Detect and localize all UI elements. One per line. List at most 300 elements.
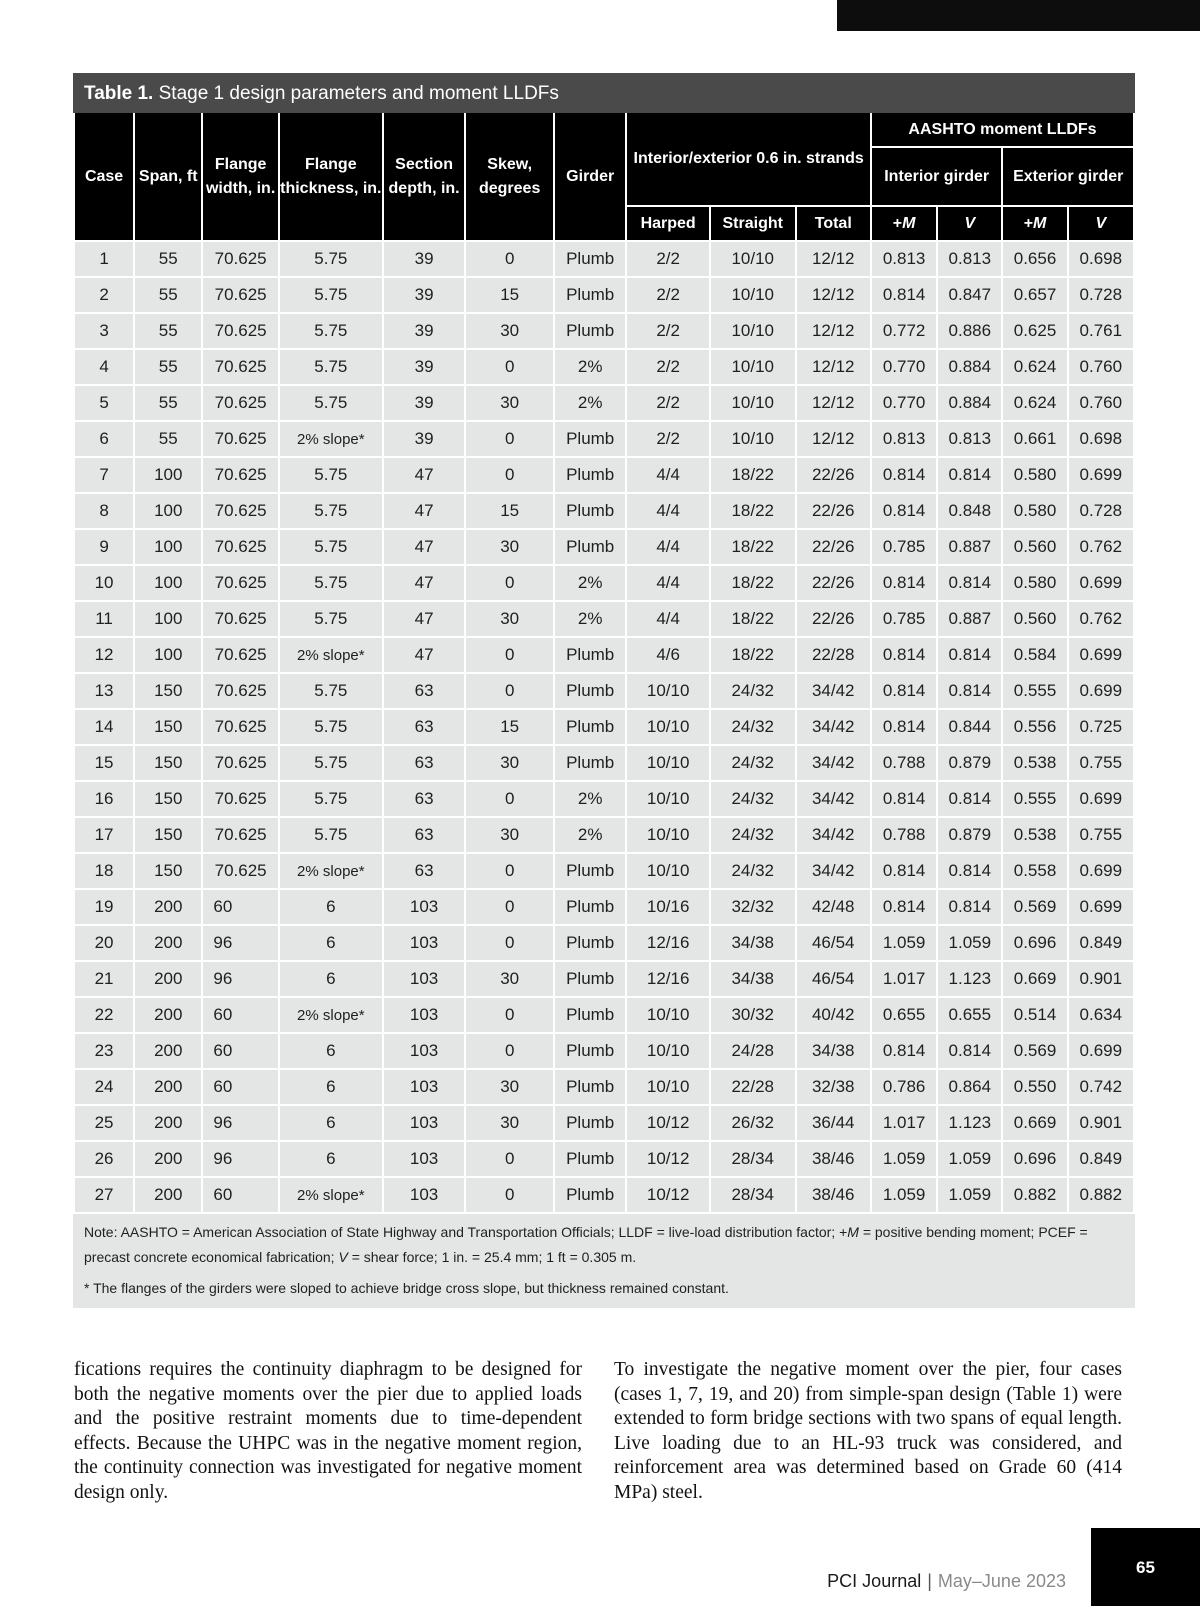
table-cell: 0.772 — [871, 313, 937, 349]
table-cell: 0.661 — [1002, 421, 1067, 457]
table-cell: 0.882 — [1068, 1177, 1134, 1213]
header-flange-thickness: Flange thickness, in. — [279, 113, 383, 241]
table-cell: 0.884 — [937, 385, 1002, 421]
table-cell: 22/28 — [710, 1069, 796, 1105]
table-cell: 10/10 — [626, 745, 710, 781]
table-cell: 0.699 — [1068, 889, 1134, 925]
table-cell: 42/48 — [796, 889, 871, 925]
table-cell: 2% slope* — [279, 997, 383, 1033]
table-cell: 6 — [279, 1033, 383, 1069]
table-cell: 18/22 — [710, 565, 796, 601]
table-cell: 0 — [465, 1141, 554, 1177]
table-cell: 0.901 — [1068, 961, 1134, 997]
table-cell: Plumb — [554, 925, 626, 961]
table-cell: 0 — [465, 925, 554, 961]
table-cell: 2% slope* — [279, 853, 383, 889]
table-cell: 0.580 — [1002, 565, 1067, 601]
table-cell: 0 — [465, 1177, 554, 1213]
table-cell: 70.625 — [202, 673, 278, 709]
table-cell: 32/38 — [796, 1069, 871, 1105]
table-cell: 10/10 — [626, 817, 710, 853]
table-cell: 2/2 — [626, 277, 710, 313]
table-cell: 0.814 — [871, 853, 937, 889]
table-cell: 12/12 — [796, 421, 871, 457]
table-cell: 47 — [383, 529, 466, 565]
table-cell: 39 — [383, 349, 466, 385]
table-cell: 5.75 — [279, 277, 383, 313]
table-cell: 0.814 — [871, 565, 937, 601]
header-straight: Straight — [710, 206, 796, 241]
table-cell: 0.699 — [1068, 1033, 1134, 1069]
table-cell: 70.625 — [202, 637, 278, 673]
table-cell: 0.669 — [1002, 1105, 1067, 1141]
table-row — [74, 385, 1134, 421]
table-cell: 0.699 — [1068, 853, 1134, 889]
table-cell: 200 — [134, 1069, 202, 1105]
table-cell: Plumb — [554, 889, 626, 925]
table-cell: 103 — [383, 1069, 466, 1105]
page-number-box — [1091, 1528, 1200, 1606]
table-cell: 15 — [465, 277, 554, 313]
header-total: Total — [796, 206, 871, 241]
table-cell: 46/54 — [796, 925, 871, 961]
table-cell: 5.75 — [279, 601, 383, 637]
table-cell: Plumb — [554, 529, 626, 565]
table-cell: 39 — [383, 313, 466, 349]
table-cell: 9 — [74, 529, 134, 565]
table-cell: 55 — [134, 277, 202, 313]
table-cell: 5.75 — [279, 313, 383, 349]
table-cell: 63 — [383, 817, 466, 853]
table-cell: 14 — [74, 709, 134, 745]
table-cell: 0.696 — [1002, 925, 1067, 961]
table-cell: 3 — [74, 313, 134, 349]
table-cell: 2/2 — [626, 385, 710, 421]
table-cell: 0 — [465, 241, 554, 277]
journal-name: PCI Journal — [827, 1571, 922, 1591]
table-cell: 34/38 — [710, 925, 796, 961]
table-cell: 70.625 — [202, 241, 278, 277]
header-interior-v: V — [937, 206, 1002, 241]
table-cell: 150 — [134, 709, 202, 745]
table-cell: 200 — [134, 1177, 202, 1213]
table-cell: 5.75 — [279, 457, 383, 493]
table-cell: 0.580 — [1002, 457, 1067, 493]
table-cell: 5.75 — [279, 745, 383, 781]
table-cell: 10/12 — [626, 1105, 710, 1141]
table-cell: 1.017 — [871, 961, 937, 997]
table-cell: 24/28 — [710, 1033, 796, 1069]
table-row — [74, 457, 1134, 493]
table-cell: 100 — [134, 457, 202, 493]
table-cell: 0.788 — [871, 745, 937, 781]
table-cell: 0.886 — [937, 313, 1002, 349]
table-cell: 55 — [134, 349, 202, 385]
table-cell: Plumb — [554, 277, 626, 313]
table-cell: 0.760 — [1068, 349, 1134, 385]
header-case: Case — [74, 113, 134, 241]
table-row — [74, 817, 1134, 853]
table-cell: 10/10 — [710, 313, 796, 349]
table-cell: 0.879 — [937, 745, 1002, 781]
table-cell: 2/2 — [626, 349, 710, 385]
table-cell: 6 — [279, 1069, 383, 1105]
note-abbreviations: Note: AASHTO = American Association of State Highway and Transportation Officials; LLDF = live-load distribution factor; +M = positive bending moment; PCEF = precast concrete economical fabrication; V = shear force; 1 in. = 25.4 mm; 1 ft = 0.305 m. — [84, 1224, 1088, 1265]
table-row — [74, 961, 1134, 997]
table-cell: 24/32 — [710, 817, 796, 853]
table-cell: 55 — [134, 421, 202, 457]
table-cell: 0 — [465, 889, 554, 925]
table-cell: 0.762 — [1068, 529, 1134, 565]
table-cell: 12/12 — [796, 277, 871, 313]
table-cell: 0.699 — [1068, 673, 1134, 709]
table-cell: 34/42 — [796, 817, 871, 853]
issue-date: May–June 2023 — [937, 1571, 1066, 1591]
table-cell: 5.75 — [279, 673, 383, 709]
table-row — [74, 673, 1134, 709]
table-cell: 0.755 — [1068, 817, 1134, 853]
table-cell: 6 — [279, 961, 383, 997]
table-cell: 150 — [134, 745, 202, 781]
table-cell: 0.669 — [1002, 961, 1067, 997]
table-cell: 28/34 — [710, 1141, 796, 1177]
header-section-depth: Section depth, in. — [383, 113, 466, 241]
table-cell: 34/42 — [796, 745, 871, 781]
table-cell: 2% — [554, 349, 626, 385]
table-title-text: Stage 1 design parameters and moment LLDFs — [153, 83, 559, 104]
table-cell: 10/10 — [626, 1069, 710, 1105]
table-cell: 0.755 — [1068, 745, 1134, 781]
table-cell: 2/2 — [626, 313, 710, 349]
table-cell: 0.770 — [871, 385, 937, 421]
table-cell: Plumb — [554, 709, 626, 745]
table-cell: 20 — [74, 925, 134, 961]
table-row — [74, 997, 1134, 1033]
table-cell: 0.725 — [1068, 709, 1134, 745]
table-cell: 10/16 — [626, 889, 710, 925]
table-cell: 18/22 — [710, 529, 796, 565]
table-cell: 103 — [383, 1141, 466, 1177]
table-cell: 0.624 — [1002, 385, 1067, 421]
table-cell: 0.785 — [871, 601, 937, 637]
header-exterior-girder: Exterior girder — [1002, 147, 1134, 206]
table-cell: 5 — [74, 385, 134, 421]
table-cell: 150 — [134, 781, 202, 817]
table-cell: 0.887 — [937, 529, 1002, 565]
table-cell: Plumb — [554, 961, 626, 997]
table-cell: 2% slope* — [279, 637, 383, 673]
table-cell: 200 — [134, 961, 202, 997]
table-cell: 12/16 — [626, 925, 710, 961]
table-cell: 0.814 — [871, 889, 937, 925]
table-cell: 30 — [465, 961, 554, 997]
table-title — [73, 73, 1135, 113]
table-cell: 0.813 — [871, 241, 937, 277]
table-cell: 5.75 — [279, 709, 383, 745]
table-row — [74, 709, 1134, 745]
table-cell: 150 — [134, 853, 202, 889]
table-row — [74, 1105, 1134, 1141]
table-cell: 0.657 — [1002, 277, 1067, 313]
table-cell: 18 — [74, 853, 134, 889]
table-cell: 100 — [134, 565, 202, 601]
table-cell: 0.814 — [937, 889, 1002, 925]
table-cell: 10/10 — [710, 421, 796, 457]
table-cell: 40/42 — [796, 997, 871, 1033]
table-row — [74, 781, 1134, 817]
table-cell: 70.625 — [202, 601, 278, 637]
table-cell: 15 — [74, 745, 134, 781]
table-cell: 5.75 — [279, 385, 383, 421]
table-cell: 26/32 — [710, 1105, 796, 1141]
table-cell: 0.887 — [937, 601, 1002, 637]
table-cell: 7 — [74, 457, 134, 493]
table-cell: Plumb — [554, 457, 626, 493]
table-cell: 100 — [134, 493, 202, 529]
table-cell: 63 — [383, 853, 466, 889]
table-cell: 70.625 — [202, 745, 278, 781]
table-cell: 0.699 — [1068, 565, 1134, 601]
table-cell: 2% — [554, 385, 626, 421]
table-cell: 0.788 — [871, 817, 937, 853]
table-cell: 12/12 — [796, 385, 871, 421]
header-interior-m: +M — [871, 206, 937, 241]
table-cell: 47 — [383, 637, 466, 673]
table-cell: 70.625 — [202, 277, 278, 313]
table-cell: 6 — [279, 1141, 383, 1177]
table-cell: 21 — [74, 961, 134, 997]
table-cell: 0.655 — [871, 997, 937, 1033]
table-cell: 96 — [202, 1105, 278, 1141]
table-cell: 6 — [279, 889, 383, 925]
body-text-left: fications requires the continuity diaphragm to be designed for both the negative moments over the pier due to applied loads and the positive restraint moments due to time-dependent effects. Because the UHPC was in the negative moment region, the continuity connection was investigated for negative moment design only. — [74, 1359, 582, 1503]
table-cell: 38/46 — [796, 1177, 871, 1213]
table-cell: 47 — [383, 493, 466, 529]
header-flange-width: Flange width, in. — [202, 113, 278, 241]
table-cell: 12 — [74, 637, 134, 673]
table-cell: Plumb — [554, 1141, 626, 1177]
table-cell: 0 — [465, 565, 554, 601]
table-cell: 200 — [134, 1105, 202, 1141]
table-cell: 0.879 — [937, 817, 1002, 853]
page-number: 65 — [1136, 1558, 1155, 1577]
table-cell: 70.625 — [202, 565, 278, 601]
table-cell: 60 — [202, 889, 278, 925]
table-cell: 1.123 — [937, 1105, 1002, 1141]
table-cell: 18/22 — [710, 493, 796, 529]
table-cell: 0 — [465, 637, 554, 673]
table-cell: 0.728 — [1068, 493, 1134, 529]
table-cell: 10/10 — [710, 385, 796, 421]
table-cell: 24/32 — [710, 709, 796, 745]
table-cell: 5.75 — [279, 349, 383, 385]
table-cell: 0.624 — [1002, 349, 1067, 385]
table-cell: 0.814 — [871, 781, 937, 817]
table-cell: 47 — [383, 601, 466, 637]
table-cell: 26 — [74, 1141, 134, 1177]
table-row — [74, 1177, 1134, 1213]
table-cell: 30 — [465, 529, 554, 565]
table-cell: 22/26 — [796, 457, 871, 493]
table-cell: 103 — [383, 1033, 466, 1069]
table-cell: 2% slope* — [279, 421, 383, 457]
table-cell: 0.514 — [1002, 997, 1067, 1033]
table-row — [74, 421, 1134, 457]
table-cell: Plumb — [554, 421, 626, 457]
table-cell: 10/10 — [626, 997, 710, 1033]
table-cell: 70.625 — [202, 421, 278, 457]
header-skew: Skew, degrees — [465, 113, 554, 241]
table-cell: 0.560 — [1002, 601, 1067, 637]
footer-citation — [827, 1560, 1066, 1606]
table-cell: 103 — [383, 1177, 466, 1213]
table-cell: 0.655 — [937, 997, 1002, 1033]
table-cell: 5.75 — [279, 241, 383, 277]
table-cell: 10/10 — [626, 853, 710, 889]
table-cell: 27 — [74, 1177, 134, 1213]
table-cell: 103 — [383, 997, 466, 1033]
table-cell: 1.059 — [871, 1141, 937, 1177]
table-cell: 70.625 — [202, 709, 278, 745]
table-cell: 150 — [134, 673, 202, 709]
table-cell: 12/12 — [796, 241, 871, 277]
table-cell: 10/10 — [626, 709, 710, 745]
table-row — [74, 1069, 1134, 1105]
table-cell: 0.699 — [1068, 457, 1134, 493]
header-span: Span, ft — [134, 113, 202, 241]
table-cell: 32/32 — [710, 889, 796, 925]
table-cell: 60 — [202, 1033, 278, 1069]
table-cell: 1.059 — [871, 925, 937, 961]
table-cell: 1.059 — [871, 1177, 937, 1213]
header-exterior-m: +M — [1002, 206, 1067, 241]
table-body — [74, 241, 1134, 1213]
table-cell: 30 — [465, 1069, 554, 1105]
table-cell: 24/32 — [710, 673, 796, 709]
header-interior-girder: Interior girder — [871, 147, 1002, 206]
table-cell: 70.625 — [202, 493, 278, 529]
table-cell: Plumb — [554, 1177, 626, 1213]
table-cell: Plumb — [554, 997, 626, 1033]
table-cell: 0.786 — [871, 1069, 937, 1105]
table-cell: 39 — [383, 421, 466, 457]
table-cell: 22/26 — [796, 565, 871, 601]
table-cell: 0.696 — [1002, 1141, 1067, 1177]
table-cell: 0.901 — [1068, 1105, 1134, 1141]
table-cell: 0.844 — [937, 709, 1002, 745]
top-black-bar — [837, 0, 1200, 31]
table-cell: 1.059 — [937, 1141, 1002, 1177]
table-cell: 2% slope* — [279, 1177, 383, 1213]
table-cell: 1.059 — [937, 925, 1002, 961]
table-cell: 24/32 — [710, 781, 796, 817]
table-cell: 24 — [74, 1069, 134, 1105]
table-cell: 100 — [134, 601, 202, 637]
table-cell: 10/10 — [626, 781, 710, 817]
table-cell: 0 — [465, 673, 554, 709]
table-cell: 0.761 — [1068, 313, 1134, 349]
table-cell: 0.814 — [937, 673, 1002, 709]
table-cell: 15 — [465, 709, 554, 745]
table-cell: 22 — [74, 997, 134, 1033]
table-cell: 0.814 — [871, 1033, 937, 1069]
table-cell: 10/10 — [626, 1033, 710, 1069]
table-cell: 2/2 — [626, 241, 710, 277]
table-cell: 70.625 — [202, 349, 278, 385]
table-row — [74, 313, 1134, 349]
table-cell: 2% — [554, 781, 626, 817]
table-cell: 47 — [383, 565, 466, 601]
table-cell: 0.814 — [937, 781, 1002, 817]
table-cell: 0.625 — [1002, 313, 1067, 349]
table-cell: 0.814 — [871, 277, 937, 313]
table-cell: 63 — [383, 709, 466, 745]
table-cell: 63 — [383, 781, 466, 817]
table-cell: 100 — [134, 637, 202, 673]
table-row — [74, 889, 1134, 925]
note-footnote: * The flanges of the girders were sloped to achieve bridge cross slope, but thickness remained constant. — [84, 1280, 729, 1296]
table-cell: Plumb — [554, 637, 626, 673]
table-cell: 16 — [74, 781, 134, 817]
table-cell: Plumb — [554, 241, 626, 277]
table-cell: 25 — [74, 1105, 134, 1141]
table-cell: 200 — [134, 1141, 202, 1177]
table-cell: 39 — [383, 277, 466, 313]
table-cell: 18/22 — [710, 457, 796, 493]
table-cell: 0.584 — [1002, 637, 1067, 673]
table-cell: 8 — [74, 493, 134, 529]
table-cell: 4/4 — [626, 565, 710, 601]
table-row — [74, 853, 1134, 889]
body-text-right: To investigate the negative moment over the pier, four cases (cases 1, 7, 19, and 20) from simple-span design (Table 1) were extended to form bridge sections with two spans of equal length. Live loading due to an HL-93 truck was considered, and reinforcement area was determined based on Grade 60 (414 MPa) steel. — [614, 1359, 1122, 1503]
table-cell: 22/26 — [796, 529, 871, 565]
table-cell: 0.849 — [1068, 925, 1134, 961]
table-cell: 0.656 — [1002, 241, 1067, 277]
table-cell: 63 — [383, 745, 466, 781]
design-parameters-table — [73, 73, 1135, 1308]
table-cell: 4 — [74, 349, 134, 385]
table-cell: 28/34 — [710, 1177, 796, 1213]
table-cell: 22/28 — [796, 637, 871, 673]
header-strands: Interior/exterior 0.6 in. strands — [626, 113, 871, 206]
table-grid — [73, 113, 1135, 1214]
table-cell: 0.556 — [1002, 709, 1067, 745]
table-cell: 30 — [465, 601, 554, 637]
table-cell: 0 — [465, 781, 554, 817]
table-cell: 0.849 — [1068, 1141, 1134, 1177]
table-cell: 63 — [383, 673, 466, 709]
table-cell: 0 — [465, 457, 554, 493]
table-note — [73, 1214, 1135, 1308]
table-cell: 10/12 — [626, 1177, 710, 1213]
table-cell: 47 — [383, 457, 466, 493]
table-cell: 0.864 — [937, 1069, 1002, 1105]
table-cell: 70.625 — [202, 817, 278, 853]
table-cell: 200 — [134, 997, 202, 1033]
table-cell: 34/38 — [796, 1033, 871, 1069]
table-cell: 15 — [465, 493, 554, 529]
table-cell: 2 — [74, 277, 134, 313]
table-cell: 12/16 — [626, 961, 710, 997]
table-cell: 2% — [554, 565, 626, 601]
table-cell: 18/22 — [710, 601, 796, 637]
table-cell: 0.698 — [1068, 421, 1134, 457]
header-harped: Harped — [626, 206, 710, 241]
table-cell: 0.634 — [1068, 997, 1134, 1033]
table-cell: 0.538 — [1002, 817, 1067, 853]
table-cell: 0.760 — [1068, 385, 1134, 421]
table-cell: 4/4 — [626, 457, 710, 493]
